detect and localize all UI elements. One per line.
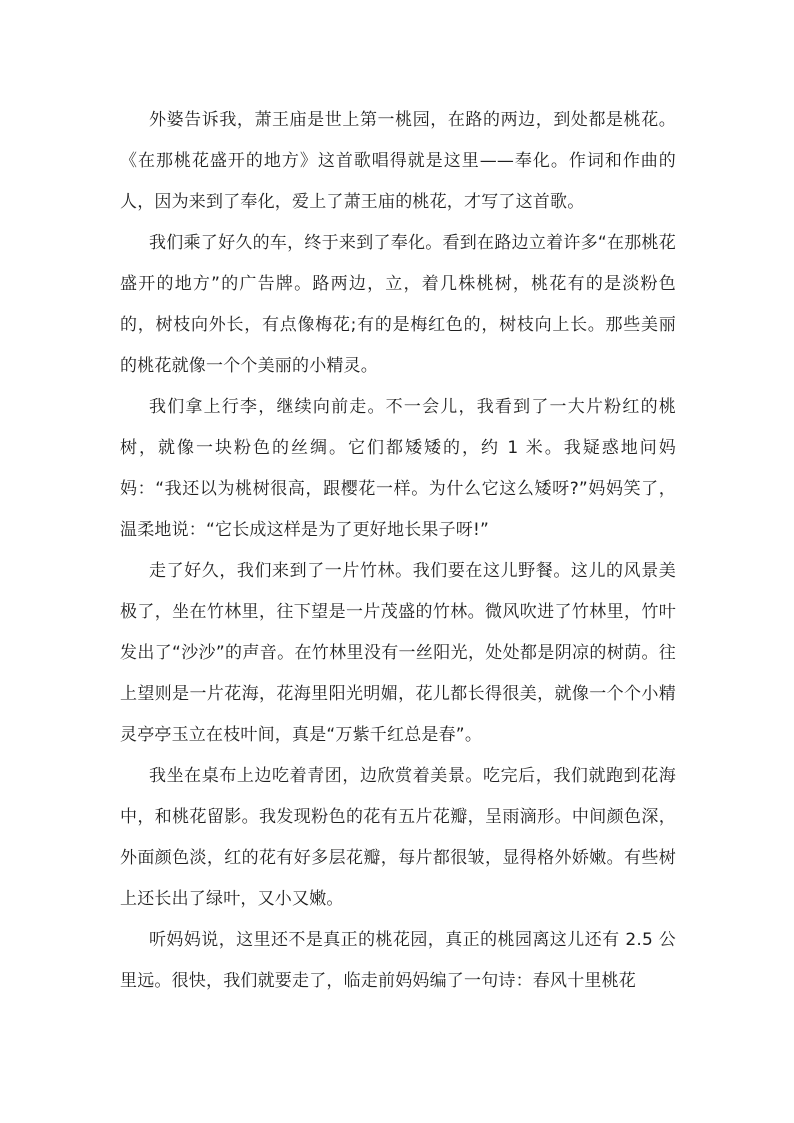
paragraph-5: 我坐在桌布上边吃着青团，边欣赏着美景。吃完后，我们就跑到花海中，和桃花留影。我发现粉色的花有五片花瓣，呈雨滴形。中间颜色深，外面颜色淡，红的花有好多层花瓣，每片都很皱，显得格外娇嫩。有些树上还长出了绿叶，又小又嫩。 bbox=[120, 766, 676, 909]
paragraph-2: 我们乘了好久的车，终于来到了奉化。看到在路边立着许多“在那桃花盛开的地方”的广告牌。路两边，立，着几株桃树，桃花有的是淡粉色的，树枝向外长，有点像梅花;有的是梅红色的，树枝向上长。那些美丽的桃花就像一个个美丽的小精灵。 bbox=[120, 233, 676, 376]
paragraph-6: 听妈妈说，这里还不是真正的桃花园，真正的桃园离这儿还有 2.5 公里远。很快，我们就要走了，临走前妈妈编了一句诗：春风十里桃花 bbox=[120, 930, 676, 991]
document-body bbox=[120, 100, 676, 1002]
paragraph-4: 走了好久，我们来到了一片竹林。我们要在这儿野餐。这儿的风景美极了，坐在竹林里，往下望是一片茂盛的竹林。微风吹进了竹林里，竹叶发出了“沙沙”的声音。在竹林里没有一丝阳光，处处都是阴凉的树荫。往上望则是一片花海，花海里阳光明媚，花儿都长得很美，就像一个个小精灵亭亭玉立在枝叶间，真是“万紫千红总是春”。 bbox=[120, 561, 676, 745]
paragraph-1: 外婆告诉我，萧王庙是世上第一桃园，在路的两边，到处都是桃花。《在那桃花盛开的地方》这首歌唱得就是这里——奉化。作词和作曲的人，因为来到了奉化，爱上了萧王庙的桃花，才写了这首歌。 bbox=[120, 110, 676, 212]
paragraph-3: 我们拿上行李，继续向前走。不一会儿，我看到了一大片粉红的桃树，就像一块粉色的丝绸。它们都矮矮的，约 1 米。我疑惑地问妈妈：“我还以为桃树很高，跟樱花一样。为什么它这么矮呀?”妈妈笑了，温柔地说：“它长成这样是为了更好地长果子呀!” bbox=[120, 397, 676, 540]
